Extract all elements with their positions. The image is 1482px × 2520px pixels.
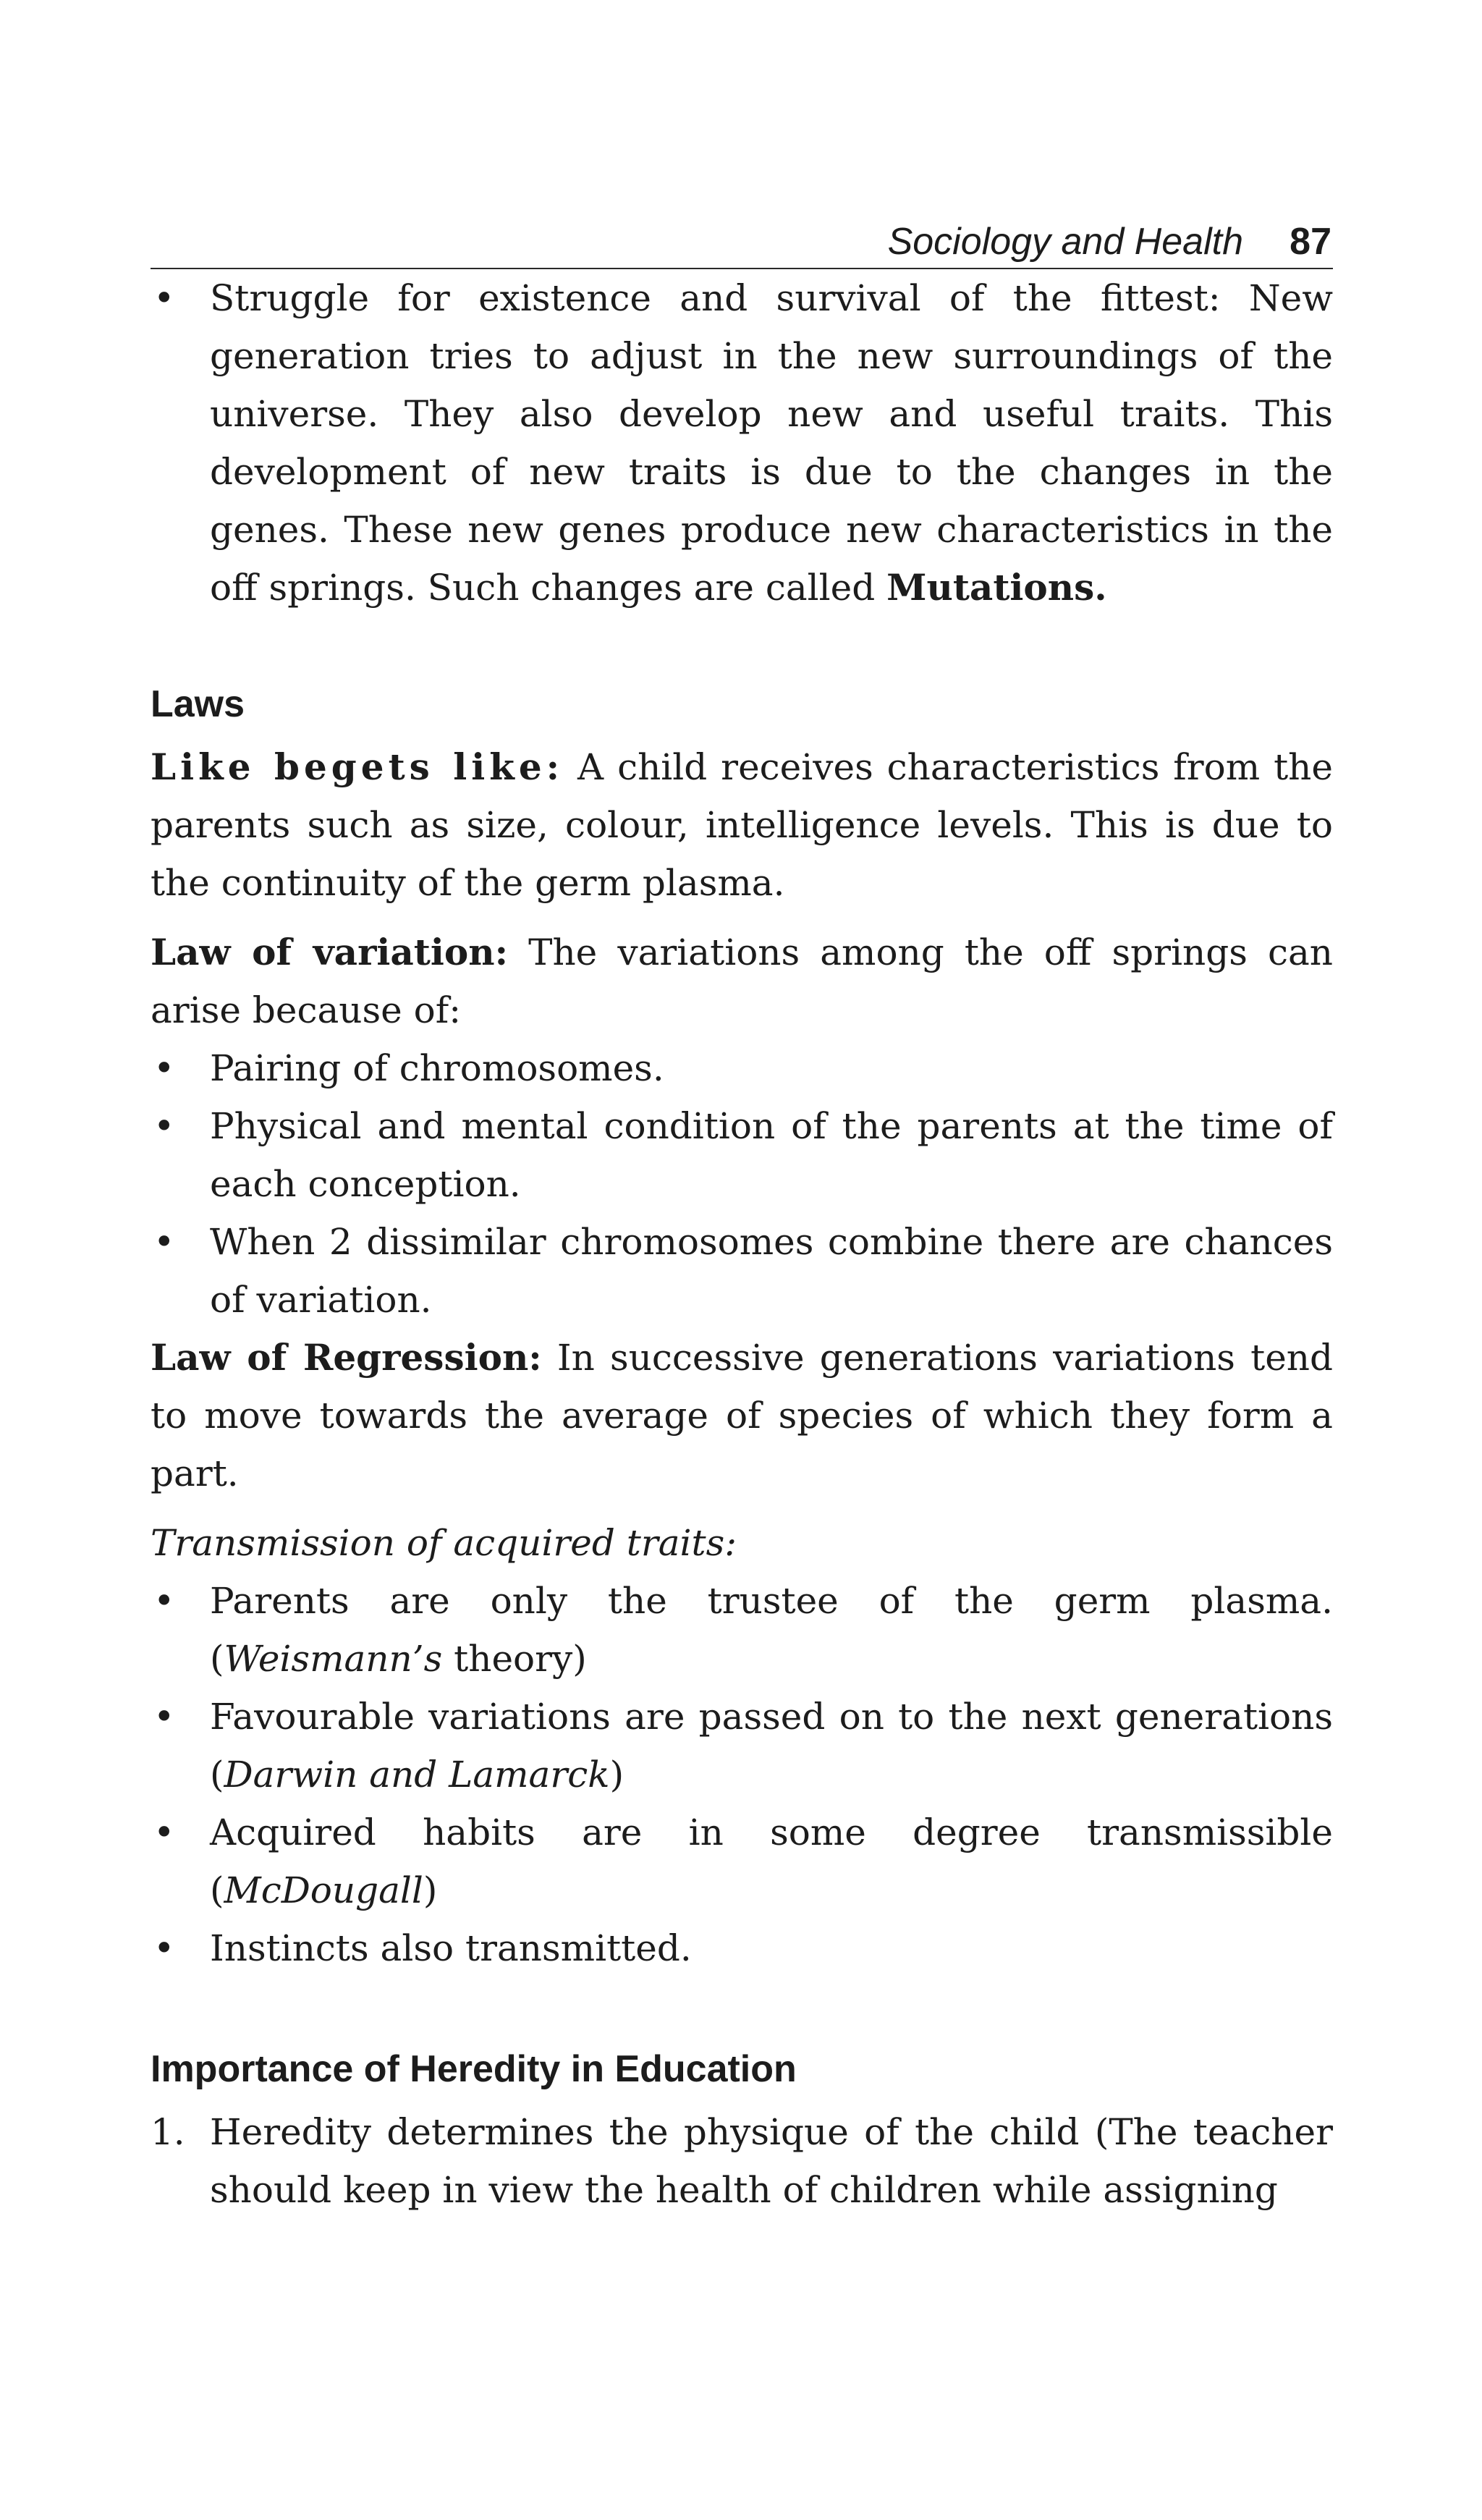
- list-item-number: 1.: [151, 2111, 185, 2153]
- list-item-citation: Darwin and Lamarck: [224, 1754, 610, 1796]
- list-item: [151, 1919, 1333, 1977]
- running-header: [151, 217, 1333, 269]
- bullet-icon: •: [153, 1580, 175, 1622]
- transmission-list: [151, 1572, 1333, 1977]
- law-of-regression-paragraph: [151, 1329, 1333, 1502]
- like-begets-like-label: Like begets like:: [151, 745, 564, 788]
- like-begets-like-text: A child receives characteristics from the parents such as size, colour, intelligence levels. This is due to the continuity of the germ plasma.: [151, 746, 1333, 904]
- list-item-text: Physical and mental condition of the parents at the time of each conception.: [210, 1105, 1333, 1205]
- list-item: [151, 2103, 1333, 2219]
- list-item-citation: Weismann’s: [224, 1638, 443, 1680]
- bullet-icon: •: [153, 1221, 175, 1263]
- list-item-text: Parents are only the trustee of the germ plasma. (: [210, 1580, 1333, 1680]
- page-number: 87: [1290, 221, 1331, 263]
- importance-list: [151, 2103, 1333, 2219]
- list-item-text: Instincts also transmitted.: [210, 1927, 692, 1969]
- list-item-text: Favourable variations are passed on to the next generations (: [210, 1696, 1333, 1796]
- bullet-icon: •: [153, 1047, 175, 1089]
- list-item-text: Pairing of chromosomes.: [210, 1047, 664, 1089]
- importance-heading: Importance of Heredity in Education: [151, 2048, 797, 2090]
- law-of-variation-text: The variations among the off springs can arise because of:: [151, 931, 1334, 1031]
- list-item-text-end: theory): [442, 1638, 587, 1680]
- list-item-text-end: ): [423, 1869, 438, 1911]
- intro-bullet-list: [151, 269, 1333, 617]
- laws-heading: Laws: [151, 683, 245, 725]
- list-item: [151, 1688, 1333, 1804]
- law-of-regression-label: Law of Regression:: [151, 1336, 542, 1379]
- list-item: [151, 1097, 1333, 1213]
- law-of-variation-label: Law of variation:: [151, 931, 509, 973]
- list-item: [151, 1804, 1333, 1919]
- list-item-text: Acquired habits are in some degree transmissible (: [210, 1811, 1333, 1911]
- list-item: [151, 1039, 1333, 1097]
- transmission-title: Transmission of acquired traits:: [151, 1522, 737, 1564]
- bullet-icon: •: [153, 1927, 175, 1969]
- variation-causes-list: [151, 1039, 1333, 1329]
- bullet-icon: •: [153, 1696, 175, 1738]
- bullet-icon: •: [153, 1811, 175, 1853]
- list-item: [151, 269, 1333, 617]
- law-of-regression-text: In successive generations variations tend to move towards the average of species of which they form a part.: [151, 1337, 1333, 1494]
- law-of-variation-paragraph: [151, 923, 1333, 1039]
- intro-bullet-text: Struggle for existence and survival of the fittest: New generation tries to adjust in the new surroundings of the universe. They also develop new and useful traits. This development of new traits is due to the changes in the genes. These new genes produce new characteristics in the off springs. Such changes are called: [210, 277, 1333, 609]
- list-item: [151, 1572, 1333, 1688]
- like-begets-like-paragraph: [151, 738, 1333, 912]
- bullet-icon: •: [153, 277, 175, 319]
- list-item-citation: McDougall: [224, 1869, 423, 1911]
- list-item-text: Heredity determines the physique of the child (The teacher should keep in view the health of children while assigning: [210, 2111, 1333, 2211]
- running-header-title: Sociology and Health: [887, 221, 1243, 263]
- list-item: [151, 1213, 1333, 1329]
- bullet-icon: •: [153, 1105, 175, 1147]
- mutations-term: Mutations.: [886, 566, 1107, 609]
- list-item-text: When 2 dissimilar chromosomes combine there are chances of variation.: [210, 1221, 1333, 1321]
- book-page: [151, 217, 1333, 2219]
- list-item-text-end: ): [609, 1754, 624, 1796]
